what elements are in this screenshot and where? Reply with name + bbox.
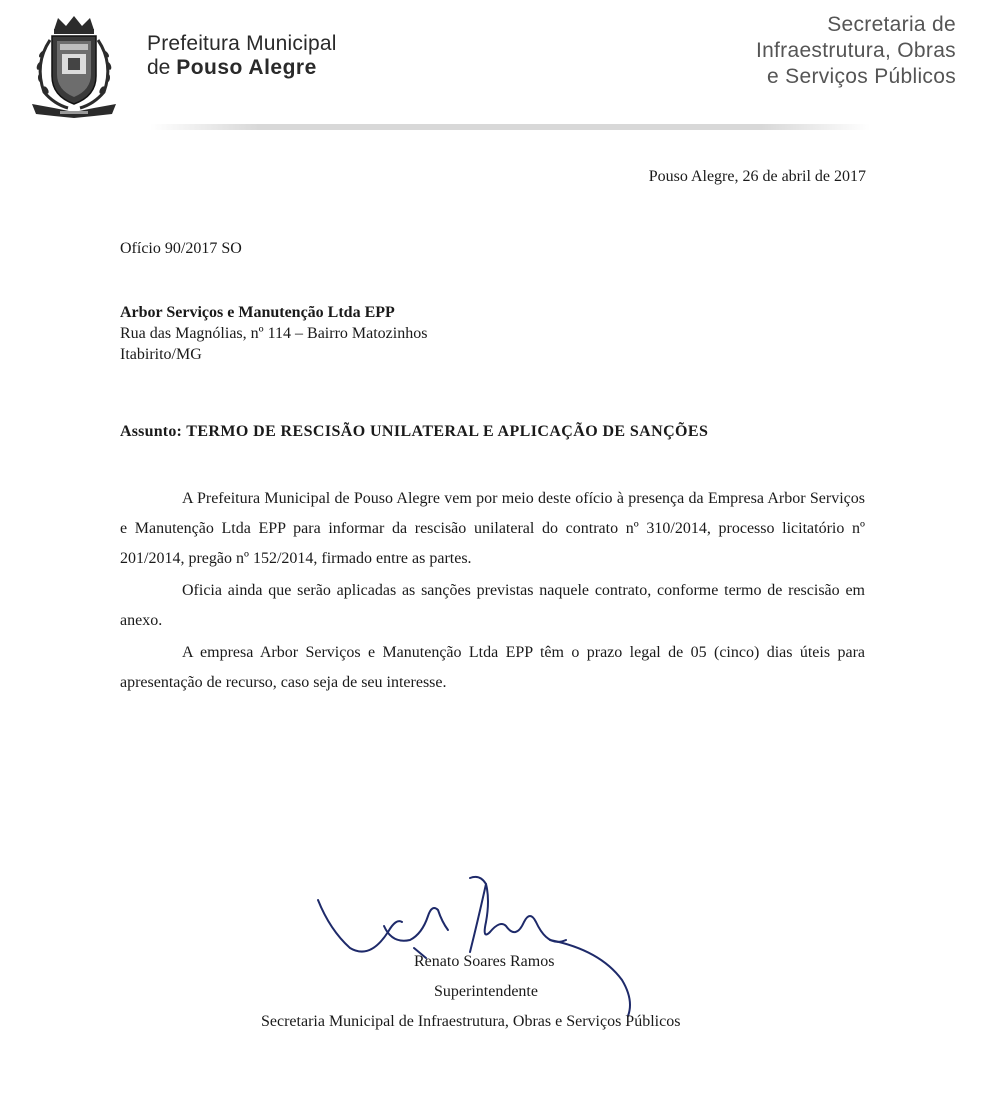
recipient-name: Arbor Serviços e Manutenção Ltda EPP (120, 304, 395, 321)
recipient-block (120, 302, 427, 365)
oficio-number: Ofício 90/2017 SO (120, 240, 242, 257)
handwritten-signature-icon (310, 860, 640, 1030)
recipient-city: Itabirito/MG (120, 346, 202, 363)
municipality-line-1: Prefeitura Municipal (147, 32, 337, 55)
body-paragraph-3: A empresa Arbor Serviços e Manutenção Ltda EPP têm o prazo legal de 05 (cinco) dias úteis para apresentação de recurso, caso seja de seu interesse. (120, 644, 865, 691)
municipality-line-2 (147, 56, 337, 80)
letter-body (120, 484, 865, 700)
header-divider (150, 124, 870, 130)
secretaria-line-3: e Serviços Públicos (767, 65, 956, 88)
signatory-department: Secretaria Municipal de Infraestrutura, Obras e Serviços Públicos (261, 1013, 681, 1030)
subject-title: TERMO DE RESCISÃO UNILATERAL E APLICAÇÃO DE SANÇÕES (186, 423, 709, 440)
body-paragraph-2: Oficia ainda que serão aplicadas as sanções previstas naquele contrato, conforme termo de rescisão em anexo. (120, 582, 865, 629)
municipality-line-2-prefix: de (147, 56, 177, 79)
signatory-role: Superintendente (434, 983, 538, 1000)
document-date: Pouso Alegre, 26 de abril de 2017 (648, 168, 866, 185)
secretaria-line-1: Secretaria de (827, 13, 956, 36)
municipality-city-name: Pouso Alegre (176, 56, 317, 79)
recipient-address: Rua das Magnólias, nº 114 – Bairro Matozinhos (120, 325, 428, 342)
signatory-name: Renato Soares Ramos (414, 953, 555, 970)
body-paragraph-1: A Prefeitura Municipal de Pouso Alegre vem por meio deste ofício à presença da Empresa Arbor Serviços e Manutenção Ltda EPP para informar da rescisão unilateral do contrato nº 310/2014, processo licitatório nº 201/2014, pregão nº 152/2014, firmado entre as partes. (120, 490, 865, 567)
secretaria-line-2: Infraestrutura, Obras (755, 39, 956, 62)
secretaria-header (756, 12, 956, 90)
municipal-coat-of-arms-icon (24, 14, 124, 118)
subject-line (120, 423, 708, 441)
municipality-name (147, 32, 337, 80)
subject-label: Assunto: (120, 423, 183, 440)
